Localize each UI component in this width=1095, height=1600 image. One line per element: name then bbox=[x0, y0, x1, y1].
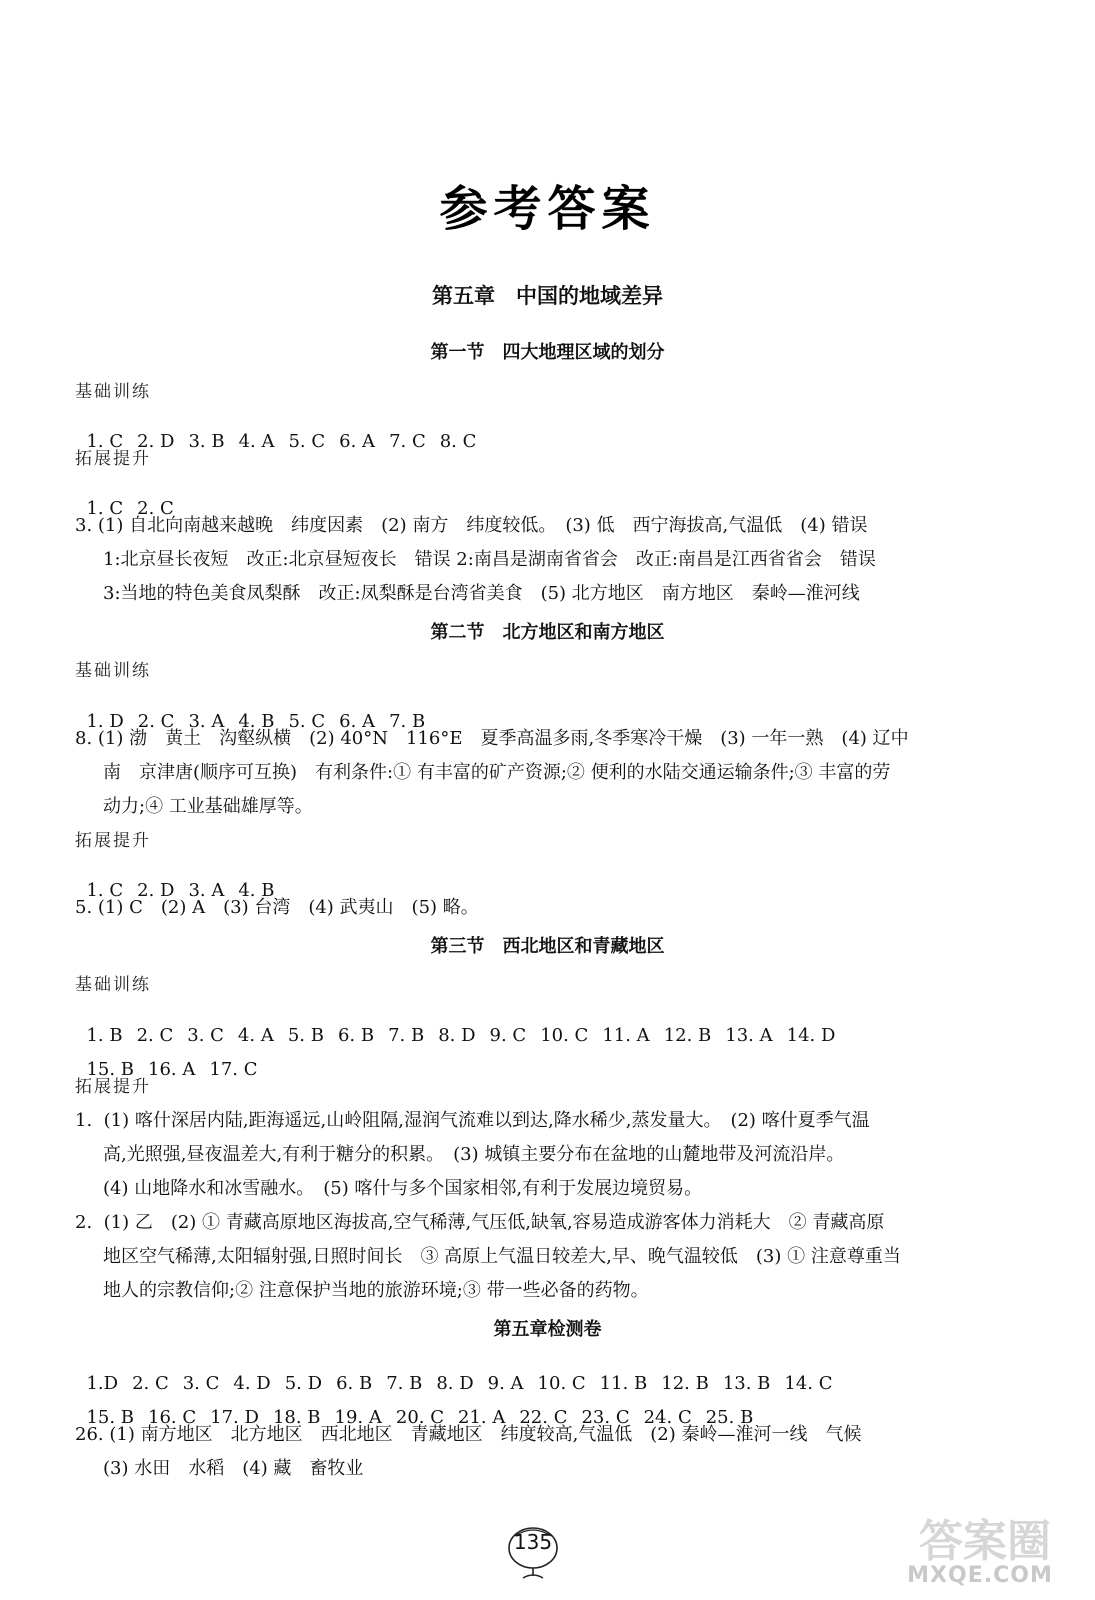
answer: 22. C bbox=[519, 1407, 568, 1428]
answer: 4. B bbox=[238, 711, 275, 732]
answer: 8. C bbox=[439, 431, 477, 452]
answer-text-line: 3. (1) 自北向南越来越晚 纬度因素 (2) 南方 纬度较低。 (3) 低 西宁海拔高,气温低 (4) 错误 bbox=[75, 515, 868, 536]
answer-text-line: 地区空气稀薄,太阳辐射强,日照时间长 ③ 高原上气温日较差大,早、晚气温较低 (3) ① 注意尊重当 bbox=[103, 1246, 901, 1267]
answer: 6. A bbox=[339, 711, 376, 732]
answer: 4. D bbox=[233, 1373, 271, 1394]
answer: 20. C bbox=[395, 1407, 444, 1428]
answer: 13. A bbox=[725, 1025, 773, 1046]
answer: 23. C bbox=[581, 1407, 630, 1428]
watermark-logo: 答案圈 bbox=[919, 1516, 1051, 1567]
section-title-1: 第一节 四大地理区域的划分 bbox=[430, 342, 665, 363]
answer: 2. D bbox=[137, 431, 175, 452]
answer: 16. A bbox=[148, 1059, 196, 1080]
section-title-3: 第三节 西北地区和青藏地区 bbox=[430, 936, 665, 957]
answer: 7. B bbox=[388, 1025, 425, 1046]
answer: 5. B bbox=[287, 1025, 324, 1046]
answer: 24. C bbox=[643, 1407, 692, 1428]
answer: 10. C bbox=[540, 1025, 589, 1046]
section-title-2: 第二节 北方地区和南方地区 bbox=[430, 622, 665, 643]
answer: 12. B bbox=[661, 1373, 709, 1394]
answer: 17. D bbox=[210, 1407, 259, 1428]
answer: 2. C bbox=[136, 1025, 174, 1046]
answer: 2. C bbox=[132, 1373, 169, 1394]
answer: 12. B bbox=[663, 1025, 712, 1046]
answer: 14. C bbox=[784, 1373, 833, 1394]
basic-training-label-3: 基础训练 bbox=[75, 975, 151, 995]
answer: 9. A bbox=[487, 1373, 524, 1394]
answer: 25. B bbox=[705, 1407, 754, 1428]
answer: 4. B bbox=[238, 880, 275, 901]
answer: 2. C bbox=[137, 711, 175, 732]
extension-label-1: 拓展提升 bbox=[75, 449, 151, 469]
answer-text-line: 高,光照强,昼夜温差大,有利于糖分的积累。 (3) 城镇主要分布在盆地的山麓地带及河流沿岸。 bbox=[103, 1144, 845, 1165]
answer-text-line: 26. (1) 南方地区 北方地区 西北地区 青藏地区 纬度较高,气温低 (2) 秦岭—淮河一线 气候 bbox=[75, 1424, 862, 1445]
answer: 1.D bbox=[86, 1373, 119, 1394]
answer: 15. B bbox=[86, 1407, 135, 1428]
answer: 7. C bbox=[389, 431, 426, 452]
answer: 14. D bbox=[786, 1025, 836, 1046]
answer: 16. C bbox=[148, 1407, 197, 1428]
answer: 1. C bbox=[86, 498, 124, 519]
answer: 18. B bbox=[272, 1407, 321, 1428]
answer-text-line: 2. (1) 乙 (2) ① 青藏高原地区海拔高,空气稀薄,气压低,缺氧,容易造成游客体力消耗大 ② 青藏高原 bbox=[75, 1212, 885, 1233]
answer-text-line: 1. (1) 喀什深居内陆,距海遥远,山岭阻隔,湿润气流难以到达,降水稀少,蒸发量大。 (2) 喀什夏季气温 bbox=[75, 1110, 870, 1131]
answer: 1. C bbox=[86, 880, 124, 901]
answer: 11. B bbox=[599, 1373, 648, 1394]
answer: 2. C bbox=[137, 498, 174, 519]
chapter-title: 第五章 中国的地域差异 bbox=[432, 284, 663, 308]
answer: 3. A bbox=[188, 711, 225, 732]
answer: 13. B bbox=[722, 1373, 771, 1394]
answer: 6. B bbox=[337, 1025, 375, 1046]
answer: 9. C bbox=[489, 1025, 527, 1046]
answer: 3. C bbox=[182, 1373, 220, 1394]
answer: 5. C bbox=[288, 711, 326, 732]
answer: 3. C bbox=[187, 1025, 224, 1046]
answer-text-line: 1:北京昼长夜短 改正:北京昼短夜长 错误 2:南昌是湖南省省会 改正:南昌是江西省省会 错误 bbox=[103, 549, 876, 570]
answer-text-line: (4) 山地降水和冰雪融水。 (5) 喀什与多个国家相邻,有利于发展边境贸易。 bbox=[103, 1178, 703, 1199]
answer: 4. A bbox=[237, 1025, 274, 1046]
answer-text-line: 5. (1) C (2) A (3) 台湾 (4) 武夷山 (5) 略。 bbox=[75, 897, 479, 918]
answer: 3. B bbox=[188, 431, 225, 452]
answer: 4. A bbox=[238, 431, 275, 452]
answer: 8. D bbox=[438, 1025, 476, 1046]
answer: 6. A bbox=[339, 431, 376, 452]
answer: 6. B bbox=[336, 1373, 373, 1394]
page-number: 135 bbox=[513, 1530, 553, 1554]
answer-text-line: 南 京津唐(顺序可互换) 有利条件:① 有丰富的矿产资源;② 便利的水陆交通运输条件;③ 丰富的劳 bbox=[103, 762, 891, 783]
basic-training-label-1: 基础训练 bbox=[75, 382, 151, 402]
answer: 19. A bbox=[334, 1407, 382, 1428]
answer: 1. C bbox=[86, 431, 124, 452]
answer: 7. B bbox=[389, 711, 426, 732]
extension-label-2: 拓展提升 bbox=[75, 831, 151, 851]
section-title-test: 第五章检测卷 bbox=[493, 1319, 602, 1340]
answer: 11. A bbox=[602, 1025, 650, 1046]
answer-text-line: 3:当地的特色美食凤梨酥 改正:凤梨酥是台湾省美食 (5) 北方地区 南方地区 秦岭—淮河线 bbox=[103, 583, 860, 604]
answer: 8. D bbox=[436, 1373, 474, 1394]
answer: 5. D bbox=[284, 1373, 323, 1394]
answer: 5. C bbox=[288, 431, 326, 452]
page-number-badge bbox=[505, 1522, 561, 1582]
basic-training-label-2: 基础训练 bbox=[75, 661, 151, 681]
answer: 3. A bbox=[188, 880, 225, 901]
answer: 21. A bbox=[458, 1407, 506, 1428]
answer: 1. D bbox=[86, 711, 124, 732]
answer: 7. B bbox=[386, 1373, 423, 1394]
extension-label-3: 拓展提升 bbox=[75, 1077, 151, 1097]
watermark-url: MXQE.COM bbox=[907, 1563, 1053, 1588]
answer-text-line: (3) 水田 水稻 (4) 藏 畜牧业 bbox=[103, 1458, 364, 1479]
answer: 2. D bbox=[137, 880, 175, 901]
answer-text-line: 地人的宗教信仰;② 注意保护当地的旅游环境;③ 带一些必备的药物。 bbox=[103, 1280, 649, 1301]
answer: 17. C bbox=[209, 1059, 258, 1080]
answer: 10. C bbox=[537, 1373, 586, 1394]
answer: 1. B bbox=[86, 1025, 123, 1046]
watermark bbox=[880, 1505, 1080, 1595]
answer-text-line: 动力;④ 工业基础雄厚等。 bbox=[103, 796, 313, 817]
answer: 15. B bbox=[86, 1059, 135, 1080]
answer-text-line: 8. (1) 渤 黄土 沟壑纵横 (2) 40°N 116°E 夏季高温多雨,冬季寒冷干燥 (3) 一年一熟 (4) 辽中 bbox=[75, 728, 909, 749]
page-title: 参考答案 bbox=[439, 181, 656, 237]
